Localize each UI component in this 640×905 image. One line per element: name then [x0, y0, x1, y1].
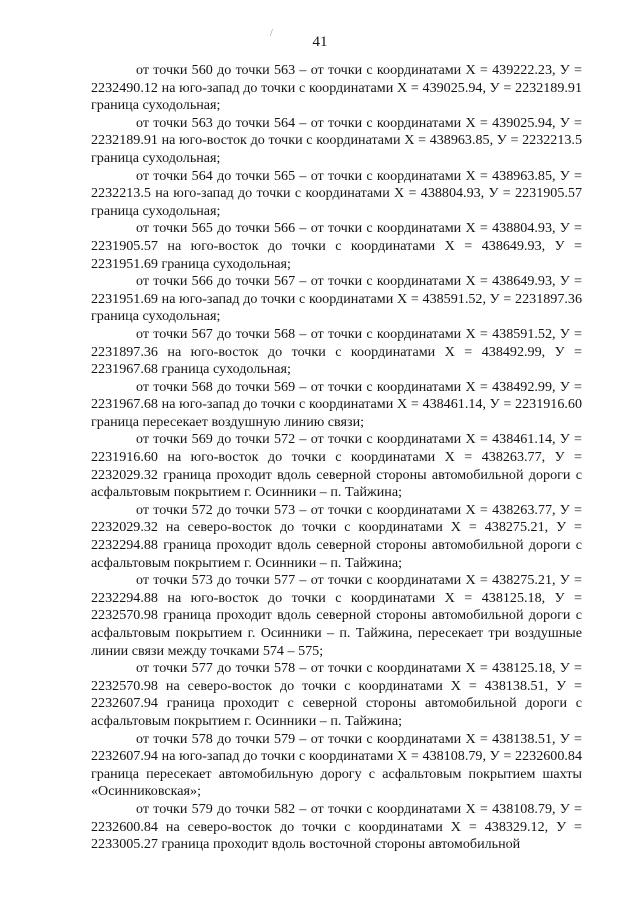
scan-mark: / [270, 28, 273, 39]
boundary-paragraph-567-568: от точки 567 до точки 568 – от точки с координатами Х = 438591.52, У = 2231897.36 на юго-восток до точки с координатами Х = 438492.99, У = 2231967.68 граница суходольная; [91, 325, 582, 378]
boundary-paragraph-560-563: от точки 560 до точки 563 – от точки с координатами Х = 439222.23, У = 2232490.12 на юго-запад до точки с координатами Х = 439025.94, У = 2232189.91 граница суходольная; [91, 62, 582, 114]
document-body [91, 62, 582, 854]
boundary-paragraph-564-565: от точки 564 до точки 565 – от точки с координатами Х = 438963.85, У = 2232213.5 на юго-запад до точки с координатами Х = 438804.93, У = 2231905.57 граница суходольная; [91, 167, 582, 219]
boundary-paragraph-566-567: от точки 566 до точки 567 – от точки с координатами Х = 438649.93, У = 2231951.69 на юго-запад до точки с координатами Х = 438591.52, У = 2231897.36 граница суходольная; [91, 273, 582, 325]
boundary-paragraph-578-579: от точки 578 до точки 579 – от точки с координатами Х = 438138.51, У = 2232607.94 на юго-запад до точки с координатами Х = 438108.79, У = 2232600.84 граница пересекает автомобильную дорогу с асфальтовым покрытием шахты «Осинниковская»; [91, 730, 582, 800]
boundary-paragraph-579-582: от точки 579 до точки 582 – от точки с координатами Х = 438108.79, У = 2232600.84 на северо-восток до точки с координатами Х = 438329.12, У = 2233005.27 граница проходит вдоль восточной стороны автомобильной [91, 800, 582, 853]
boundary-paragraph-565-566: от точки 565 до точки 566 – от точки с координатами Х = 438804.93, У = 2231905.57 на юго-восток до точки с координатами Х = 438649.93, У = 2231951.69 граница суходольная; [91, 220, 582, 272]
boundary-paragraph-572-573: от точки 572 до точки 573 – от точки с координатами Х = 438263.77, У = 2232029.32 на северо-восток до точки с координатами Х = 438275.21, У = 2232294.88 граница проходит вдоль северной стороны автомобильной дороги с асфальтовым покрытием г. Осинники – п. Тайжина; [91, 501, 582, 571]
boundary-paragraph-568-569: от точки 568 до точки 569 – от точки с координатами Х = 438492.99, У = 2231967.68 на юго-запад до точки с координатами Х = 438461.14, У = 2231916.60 граница пересекает воздушную линию связи; [91, 378, 582, 430]
boundary-paragraph-569-572: от точки 569 до точки 572 – от точки с координатами Х = 438461.14, У = 2231916.60 на юго-восток до точки с координатами Х = 438263.77, У = 2232029.32 граница проходит вдоль северной стороны автомобильной дороги с асфальтовым покрытием г. Осинники – п. Тайжина; [91, 431, 582, 501]
boundary-paragraph-563-564: от точки 563 до точки 564 – от точки с координатами Х = 439025.94, У = 2232189.91 на юго-восток до точки с координатами Х = 438963.85, У = 2232213.5 граница суходольная; [91, 114, 582, 166]
boundary-paragraph-573-577: от точки 573 до точки 577 – от точки с координатами Х = 438275.21, У = 2232294.88 на юго-восток до точки с координатами Х = 438125.18, У = 2232570.98 граница проходит вдоль северной стороны автомобильной дороги с асфальтовым покрытием г. Осинники – п. Тайжина, пересекает три воздушные линии связи между точками 574 – 575; [91, 572, 582, 659]
boundary-paragraph-577-578: от точки 577 до точки 578 – от точки с координатами Х = 438125.18, У = 2232570.98 на северо-восток до точки с координатами Х = 438138.51, У = 2232607.94 граница проходит с северной стороны автомобильной дороги с асфальтовым покрытием г. Осинники – п. Тайжина; [91, 660, 582, 729]
page-number: 41 [312, 34, 328, 50]
